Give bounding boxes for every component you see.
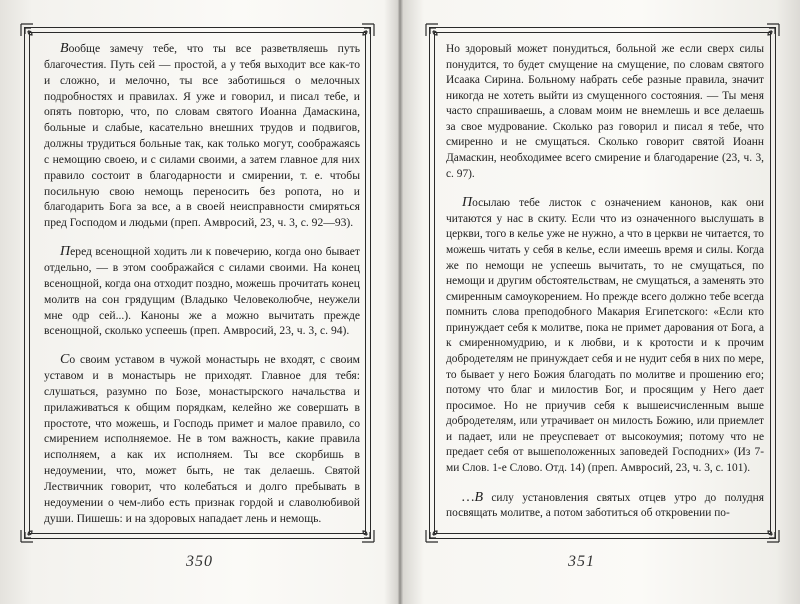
ornament-corner-icon <box>755 518 781 544</box>
paragraph <box>44 352 360 526</box>
paragraph-text: еред всенощной ходить ли к повечерию, когда оно бывает отдельно, — в этом соображайся с силами своими. На конец всенощной, когда она отходит поздно, можешь прочитать конец молитв на сон грядущим (Владыко Человеколюбче, неужели мне одр сей...). Каноны же а можно вычитать прежде всенощной, сколько успеешь (преп. Амвросий, 23, ч. 3, с. 94). <box>44 245 360 338</box>
drop-initial: П <box>462 195 473 211</box>
paragraph <box>44 41 360 231</box>
paragraph-text: Но здоровый может понудиться, больной же если сверх силы понудится, то будет смущение на смущение, по словам святого Исаака Сирина. Больному набрать себе разные правила, значит никогда не хотеть выйти из смущенного состояния. — Ты меня часто спрашиваешь, а словам моим не внемлешь и все делаешь за свое мудрование. Сколько раз говорил и писал я тебе, что смиренно и не смущаться. Сколько говорит святой Иоанн Дамаскин, необходимее всего смирение и благодарение (23, ч. 3, с. 97). <box>446 43 764 180</box>
drop-initial: В <box>60 41 69 56</box>
page-number: 351 <box>568 553 595 570</box>
paragraph <box>446 490 764 522</box>
drop-initial: П <box>60 244 71 260</box>
paragraph-text: ообще замечу тебе, что ты все разветвляешь путь благочестия. Путь сей — простой, а у тебя выходит все как-то и сложно, и мелочно, ты все заботишься о мелочных подробностях и правилах. Я уже и говорил, и писал тебе, и опять повторю, что, по словам святого Иоанна Дамаскина, больные и слабые, касательно внешних трудов и подвигов, должны трудиться больные так, как только могут, соображаясь с немощию своею, и с силами своими, а затем главное для них правило состоит в благодарности и смирении, т. е. чтобы посильную свою немощь переносить без ропота, но и благодарить Бога за все, а в своей неисправности смиряться пред Господом и людьми (преп. Амвросий, 23, ч. 3, с. 92—93). <box>44 42 360 230</box>
right-page-text <box>446 41 764 522</box>
drop-initial: …В <box>462 489 483 505</box>
paragraph <box>44 244 360 339</box>
ornament-corner-icon <box>19 518 45 544</box>
paragraph <box>446 195 764 476</box>
ornament-corner-icon <box>424 518 450 544</box>
paragraph <box>446 41 764 182</box>
paragraph-text: осылаю тебе листок с означением канонов, как они читаются у нас в скиту. Если что из означенного выслушать в церкви, того в келье уже не нужно, а что в церкви не читается, то можешь читать у себя в келье, если имеешь время и силы. Когда же по немощи не успеешь вычитать, то не смущаться, по немощи и другим обстоятельствам, не смущаться, а заменять это смиренным самоукорением. Но прежде всего должно тебе всегда помнить слова преподобного Макария Египетского: «Если кто принуждает себя к молитве, пока не примет дарования от Бога, а к смиренномудрию, и к любви, и к кротости и к прочим добродетелям не принуждает себя и не нудит себя в них по мере, то бывает у него Божия благодать по молитве и прошению его; потому что благ и милостив Бог, и просящим у Него дает просимое. Но не приучив себя к вышеисчисленным выше добродетелям, или утрачивает он милость Божию, или приемлет и падает, или не преуспевает от высокоумия; потому что не предает себя от вышеположенных заповедей Господних» (Из 7-ми Слов. 1-е Слово. Отд. 14) (преп. Амвросий, 23, ч. 3, с. 101). <box>446 197 764 475</box>
left-page-text <box>44 41 360 526</box>
page-number: 350 <box>186 553 213 570</box>
ornament-corner-icon <box>19 22 45 48</box>
paragraph-text: силу установления святых отцев утро до полудня посвящать молитве, а потом заботиться об откровении по- <box>446 491 764 520</box>
right-page <box>400 0 800 604</box>
drop-initial: С <box>60 352 70 368</box>
paragraph-text: о своим уставом в чужой монастырь не входят, с своим уставом и в монастырь не приходят. Главное для тебя: слушаться, разумно по Бозе, монастырского начальства и прилаживаться к общим порядкам, келейно же совершать в простоте, что можешь, и Господь примет и малое правило, со смирением исполняемое. Не в том важность, какие правила исполняем, а как их исполняем. Ты все скорбишь в недоумении, что, может быть, не так делаешь. Святой Лествичник говорит, что колебаться и долго пребывать в недоумении о чем-либо есть признак гордой и славолюбивой души. Пишешь: и на здоровых нападает лень и немощь. <box>44 353 360 525</box>
